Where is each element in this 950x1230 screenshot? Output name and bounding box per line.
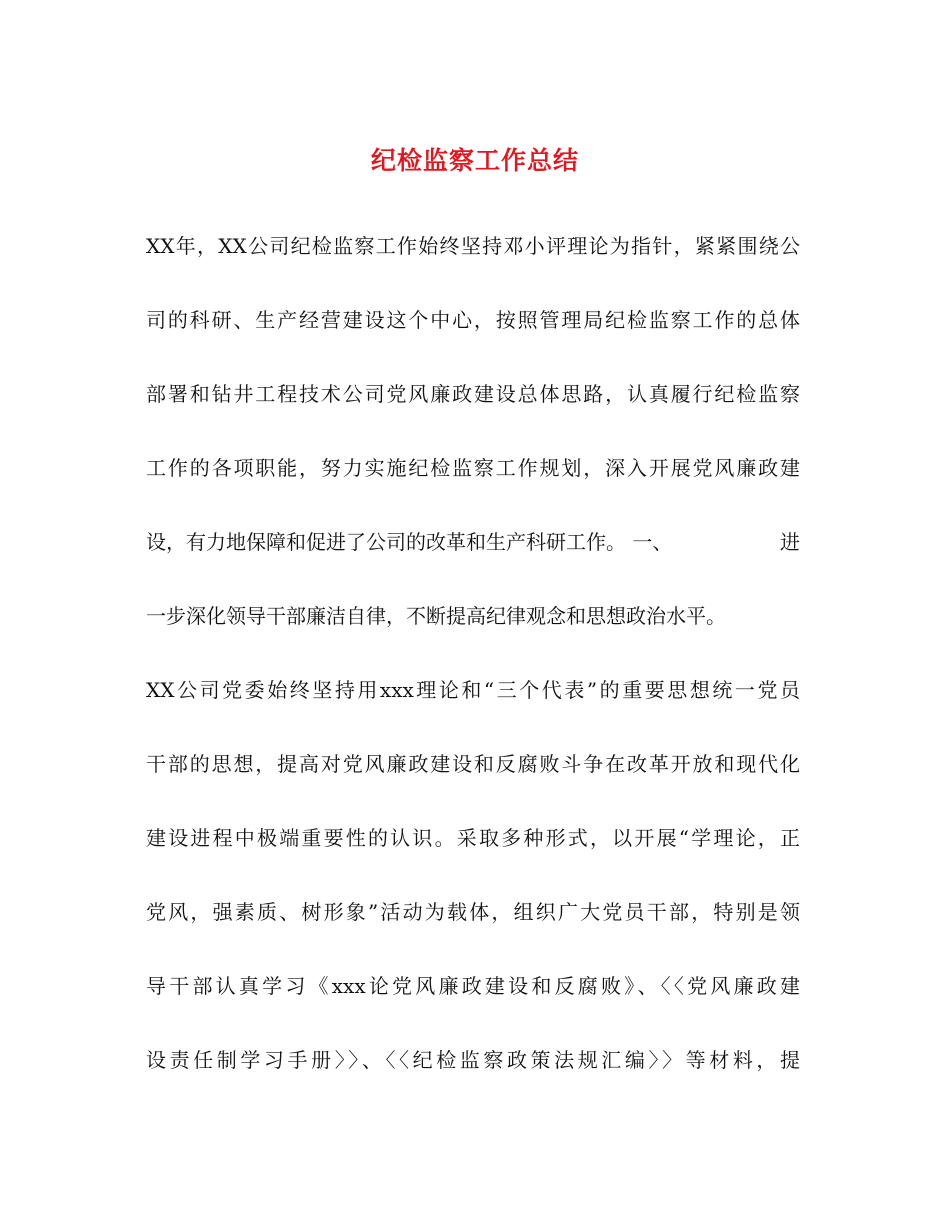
paragraph-line-1: XX年，XX公司纪检监察工作始终坚持邓小评理论为指针，紧紧围绕公 — [146, 234, 800, 258]
document-title: 纪检监察工作总结 — [370, 146, 579, 175]
paragraph-line-10: 党风，强素质、树形象”活动为载体，组织广大党员干部，特别是领 — [146, 900, 800, 924]
paragraph-line-5-tail: 进 — [780, 530, 800, 554]
paragraph-line-6: 一步深化领导干部廉洁自律，不断提高纪律观念和思想政治水平。 — [146, 604, 726, 628]
paragraph-line-11: 导干部认真学习《xxx论党风廉政建设和反腐败》、〈〈党风廉政建 — [146, 974, 800, 998]
paragraph-line-3: 部署和钻井工程技术公司党风廉政建设总体思路，认真履行纪检监察 — [146, 382, 800, 406]
paragraph-line-7: XX公司党委始终坚持用xxx理论和“三个代表”的重要思想统一党员 — [146, 678, 800, 702]
paragraph-line-4: 工作的各项职能，努力实施纪检监察工作规划，深入开展党风廉政建 — [146, 456, 800, 480]
paragraph-line-9: 建设进程中极端重要性的认识。采取多种形式，以开展“学理论，正 — [146, 826, 800, 850]
paragraph-line-2: 司的科研、生产经营建设这个中心，按照管理局纪检监察工作的总体 — [146, 308, 800, 332]
paragraph-line-5 — [146, 524, 800, 560]
paragraph-line-12: 设责任制学习手册〉〉、〈〈纪检监察政策法规汇编〉〉等材料，提 — [146, 1048, 800, 1072]
paragraph-line-5-text: 设，有力地保障和促进了公司的改革和生产科研工作。 一、 — [146, 530, 673, 554]
paragraph-line-8: 干部的思想，提高对党风廉政建设和反腐败斗争在改革开放和现代化 — [146, 752, 800, 776]
